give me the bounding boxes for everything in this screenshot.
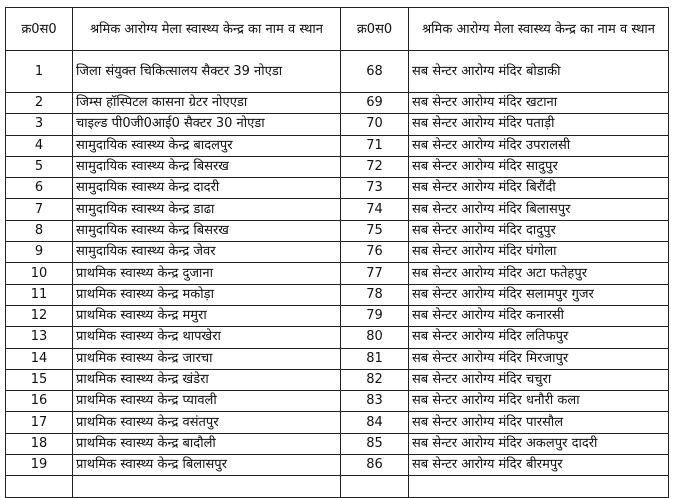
cell-name-left: प्राथमिक स्वास्थ्य केन्द्र प्यावली (73, 391, 341, 412)
cell-serial-left: 7 (6, 199, 73, 220)
table-row-partial (6, 476, 669, 497)
cell-name-left: प्राथमिक स्वास्थ्य केन्द्र ममुरा (73, 305, 341, 326)
table-row (6, 369, 669, 390)
cell-serial-left: 6 (6, 178, 73, 199)
cell-serial-right: 78 (341, 284, 409, 305)
cell-name-right: सब सेन्टर आरोग्य मंदिर दादुपुर (409, 220, 669, 241)
cell-serial-right: 69 (341, 93, 409, 114)
cell-empty (409, 476, 669, 497)
table-row (6, 135, 669, 156)
cell-name-right: सब सेन्टर आरोग्य मंदिर बीरमपुर (409, 455, 669, 476)
cell-name-left: प्राथमिक स्वास्थ्य केन्द्र थापखेरा (73, 327, 341, 348)
cell-serial-right: 76 (341, 242, 409, 263)
cell-name-right: सब सेन्टर आरोग्य मंदिर धनौरी कला (409, 391, 669, 412)
cell-name-left: सामुदायिक स्वास्थ्य केन्द्र बिसरख (73, 156, 341, 177)
table-row (6, 412, 669, 433)
cell-name-right: सब सेन्टर आरोग्य मंदिर लतिफपुर (409, 327, 669, 348)
cell-serial-left: 19 (6, 455, 73, 476)
cell-serial-left: 15 (6, 369, 73, 390)
cell-serial-right: 68 (341, 51, 409, 93)
table-row (6, 114, 669, 135)
cell-name-left: प्राथमिक स्वास्थ्य केन्द्र वसंतपुर (73, 412, 341, 433)
cell-serial-left: 14 (6, 348, 73, 369)
cell-serial-left: 5 (6, 156, 73, 177)
table-row (6, 284, 669, 305)
cell-serial-right: 83 (341, 391, 409, 412)
header-row (6, 8, 669, 51)
cell-name-right: सब सेन्टर आरोग्य मंदिर पताड़ी (409, 114, 669, 135)
table-row (6, 156, 669, 177)
cell-name-right: सब सेन्टर आरोग्य मंदिर कनारसी (409, 305, 669, 326)
cell-name-right: सब सेन्टर आरोग्य मंदिर खटाना (409, 93, 669, 114)
cell-name-left: सामुदायिक स्वास्थ्य केन्द्र बादलपुर (73, 135, 341, 156)
cell-name-right: सब सेन्टर आरोग्य मंदिर बिरौंदी (409, 178, 669, 199)
cell-name-right: सब सेन्टर आरोग्य मंदिर बिलासपुर (409, 199, 669, 220)
cell-serial-right: 79 (341, 305, 409, 326)
table-row (6, 433, 669, 454)
cell-name-right: सब सेन्टर आरोग्य मंदिर अटा फतेहपुर (409, 263, 669, 284)
cell-name-right: सब सेन्टर आरोग्य मंदिर चचुरा (409, 369, 669, 390)
cell-serial-right: 75 (341, 220, 409, 241)
cell-name-right: सब सेन्टर आरोग्य मंदिर मिरजापुर (409, 348, 669, 369)
cell-serial-right: 70 (341, 114, 409, 135)
cell-serial-left: 16 (6, 391, 73, 412)
cell-serial-right: 72 (341, 156, 409, 177)
cell-serial-right: 85 (341, 433, 409, 454)
cell-name-right: सब सेन्टर आरोग्य मंदिर बोडाकी (409, 51, 669, 93)
cell-serial-left: 9 (6, 242, 73, 263)
cell-serial-right: 81 (341, 348, 409, 369)
cell-name-right: सब सेन्टर आरोग्य मंदिर अकलपुर दादरी (409, 433, 669, 454)
cell-serial-left: 4 (6, 135, 73, 156)
cell-name-left: जिम्स हॉस्पिटल कासना ग्रेटर नोएएडा (73, 93, 341, 114)
table-row (6, 178, 669, 199)
cell-serial-right: 73 (341, 178, 409, 199)
cell-serial-left: 2 (6, 93, 73, 114)
cell-serial-left: 10 (6, 263, 73, 284)
cell-name-left: प्राथमिक स्वास्थ्य केन्द्र बादौली (73, 433, 341, 454)
cell-name-left: चाइल्ड पी0जी0आई0 सैक्टर 30 नोएडा (73, 114, 341, 135)
table-row (6, 327, 669, 348)
cell-serial-right: 86 (341, 455, 409, 476)
cell-serial-right: 74 (341, 199, 409, 220)
cell-serial-left: 8 (6, 220, 73, 241)
cell-name-left: सामुदायिक स्वास्थ्य केन्द्र दादरी (73, 178, 341, 199)
cell-name-left: प्राथमिक स्वास्थ्य केन्द्र बिलासपुर (73, 455, 341, 476)
table-row (6, 242, 669, 263)
cell-empty (341, 476, 409, 497)
table-row (6, 93, 669, 114)
cell-name-right: सब सेन्टर आरोग्य मंदिर पारसौल (409, 412, 669, 433)
cell-name-right: सब सेन्टर आरोग्य मंदिर सादुपुर (409, 156, 669, 177)
table-row (6, 348, 669, 369)
header-serial-left: क्र0स0 (6, 8, 73, 51)
table-row (6, 220, 669, 241)
cell-name-left: सामुदायिक स्वास्थ्य केन्द्र डाढा (73, 199, 341, 220)
cell-serial-right: 77 (341, 263, 409, 284)
header-serial-right: क्र0स0 (341, 8, 409, 51)
cell-name-left: सामुदायिक स्वास्थ्य केन्द्र जेवर (73, 242, 341, 263)
cell-serial-left: 13 (6, 327, 73, 348)
cell-name-left: प्राथमिक स्वास्थ्य केन्द्र खंडेरा (73, 369, 341, 390)
table-row (6, 51, 669, 93)
cell-name-left: प्राथमिक स्वास्थ्य केन्द्र मकोड़ा (73, 284, 341, 305)
table-row (6, 305, 669, 326)
table-row (6, 391, 669, 412)
cell-serial-right: 82 (341, 369, 409, 390)
cell-name-left: प्राथमिक स्वास्थ्य केन्द्र जारचा (73, 348, 341, 369)
cell-serial-left: 12 (6, 305, 73, 326)
cell-empty (6, 476, 73, 497)
table-row (6, 199, 669, 220)
cell-name-left: प्राथमिक स्वास्थ्य केन्द्र दुजाना (73, 263, 341, 284)
header-name-left: श्रमिक आरोग्य मेला स्वास्थ्य केन्द्र का नाम व स्थान (73, 8, 341, 51)
cell-name-left: सामुदायिक स्वास्थ्य केन्द्र बिसरख (73, 220, 341, 241)
table-row (6, 263, 669, 284)
cell-serial-right: 80 (341, 327, 409, 348)
cell-serial-left: 17 (6, 412, 73, 433)
cell-serial-left: 1 (6, 51, 73, 93)
health-centers-table (5, 7, 669, 498)
cell-name-right: सब सेन्टर आरोग्य मंदिर घंगोला (409, 242, 669, 263)
table-row (6, 455, 669, 476)
cell-serial-right: 71 (341, 135, 409, 156)
cell-name-right: सब सेन्टर आरोग्य मंदिर उपरालसी (409, 135, 669, 156)
cell-serial-left: 11 (6, 284, 73, 305)
cell-serial-right: 84 (341, 412, 409, 433)
header-name-right: श्रमिक आरोग्य मेला स्वास्थ्य केन्द्र का नाम व स्थान (409, 8, 669, 51)
cell-empty (73, 476, 341, 497)
table-body (6, 51, 669, 498)
cell-serial-left: 3 (6, 114, 73, 135)
cell-serial-left: 18 (6, 433, 73, 454)
cell-name-right: सब सेन्टर आरोग्य मंदिर सलामपुर गुजर (409, 284, 669, 305)
cell-name-left: जिला संयुक्त चिकित्सालय सैक्टर 39 नोएडा (73, 51, 341, 93)
